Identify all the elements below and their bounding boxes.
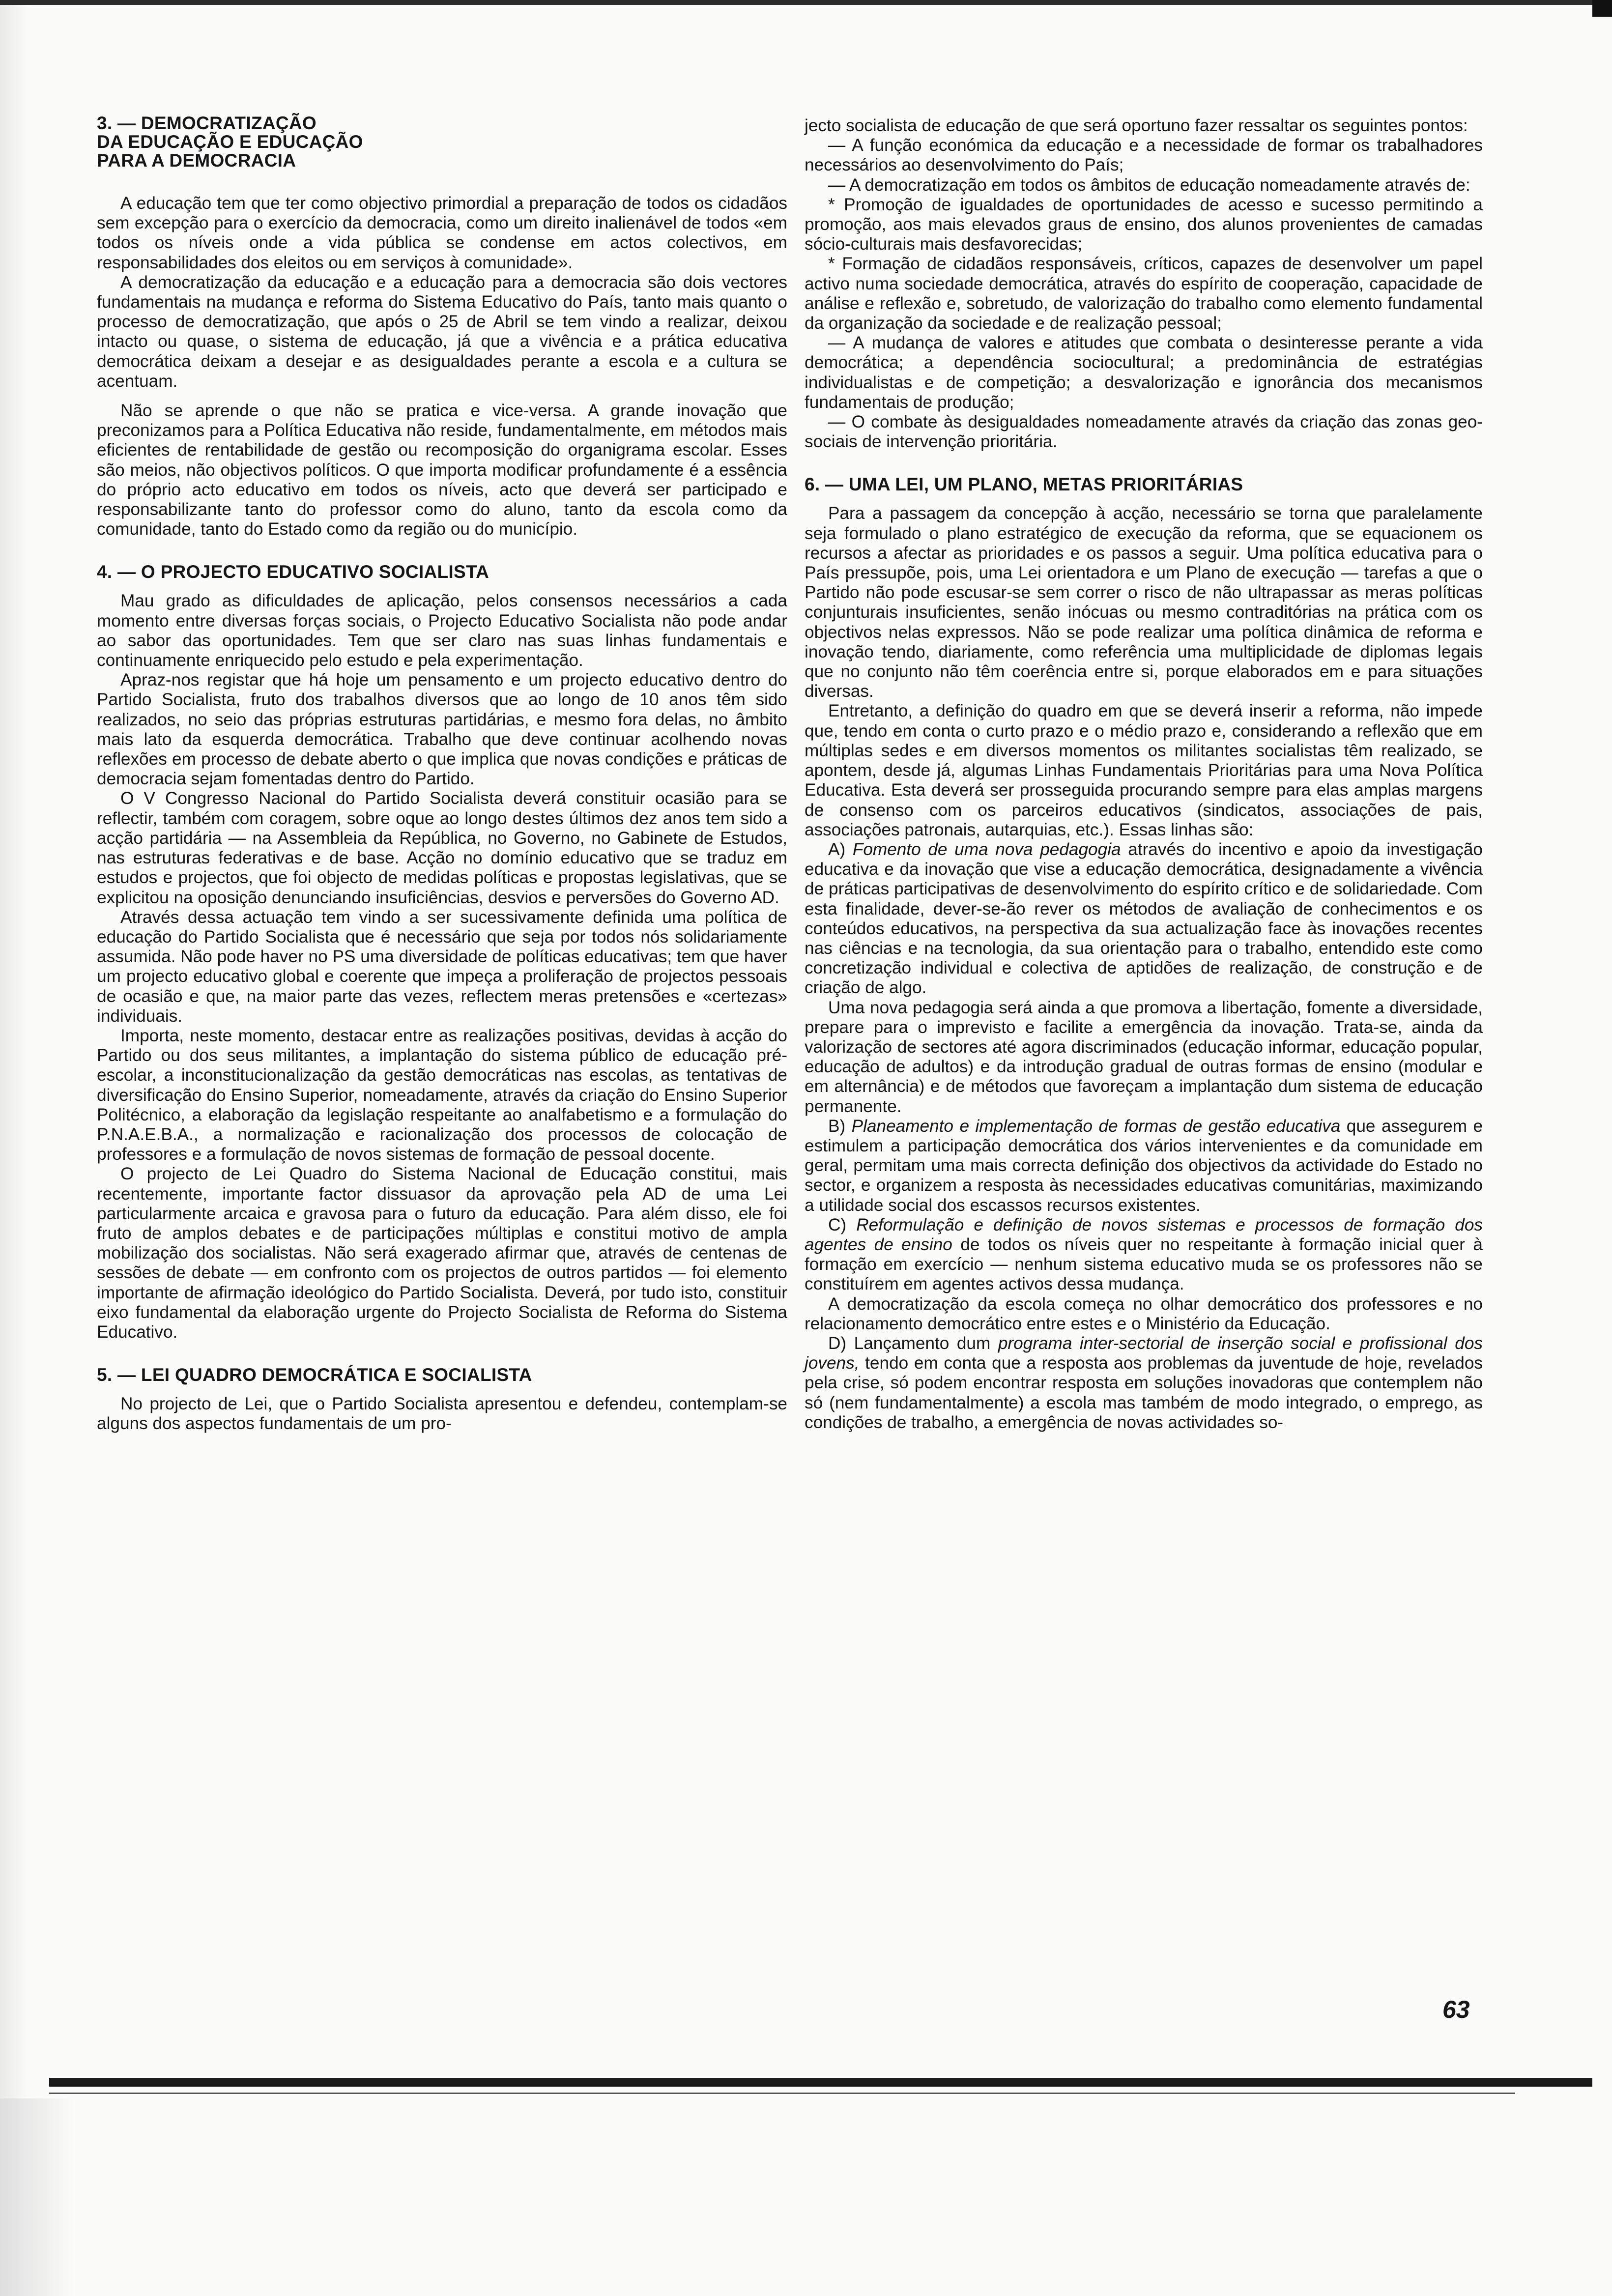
left-column	[97, 114, 787, 1434]
paragraph: O projecto de Lei Quadro do Sistema Nacional de Educação constitui, mais recentemente, importante factor dissuasor da aprovação pela AD de uma Lei particularmente arcaica e gravosa para o futuro da educação. Para além disso, ele foi fruto de amplos debates e de participações múltiplas e constitui motivo de ampla mobilização dos socialistas. Não será exagerado afirmar que, através de centenas de sessões de debate — em confronto com os projectos de outros partidos — foi elemento importante de afirmação ideológico do Partido Socialista. Deverá, por tudo isto, constituir eixo fundamental da elaboração urgente do Projecto Socialista de Reforma do Sistema Educativo.	[97, 1164, 787, 1342]
scan-top-edge	[0, 0, 1612, 5]
list-item: * Formação de cidadãos responsáveis, críticos, capazes de desenvolver um papel activo numa sociedade democrática, através do espírito de cooperação, capacidade de análise e reflexão e, sobretudo, de valorização do trabalho como elemento fundamental da organização da sociedade e de realização pessoal;	[805, 254, 1483, 333]
section-6-title: 6. — UMA LEI, UM PLANO, METAS PRIORITÁRIAS	[805, 474, 1243, 495]
line-item-d: D) Lançamento dum programa inter-sectorial de inserção social e profissional dos jovens, tendo em conta que a resposta aos problemas da juventude de hoje, revelados pela crise, só podem encontrar resposta em soluções inovadoras que contemplem não só (nem fundamentalmente) a escola mas também de modo integrado, o emprego, as condições de trabalho, a emergência de novas actividades so-	[805, 1333, 1483, 1432]
paragraph: jecto socialista de educação de que será oportuno fazer ressaltar os seguintes pontos:	[805, 116, 1468, 135]
list-item: — O combate às desigualdades nomeadamente através da criação das zonas geo-sociais de intervenção prioritária.	[805, 412, 1483, 452]
bottom-rule	[49, 2069, 1592, 2098]
paragraph: Não se aprende o que não se pratica e vice-versa. A grande inovação que preconizamos para a Política Educativa não reside, fundamentalmente, em métodos mais eficientes de rentabilidade de gestão ou recomposição do organigrama escolar. Esses são meios, não objectivos políticos. O que importa modificar profundamente é a essência do próprio acto educativo em todos os níveis, acto que deverá ser participado e responsabilizante tanto do professor como do aluno, tanto da escola como da comunidade, tanto do Estado como da região ou do município.	[97, 401, 787, 539]
scan-corner-mark	[1592, 0, 1612, 17]
list-item: — A mudança de valores e atitudes que combata o desinteresse perante a vida democrática; a dependência sociocultural; a predominância de estratégias individualistas e de competição; a desvalorização e ignorância dos mecanismos fundamentais de produção;	[805, 333, 1483, 412]
paragraph: Apraz-nos registar que há hoje um pensamento e um projecto educativo dentro do Partido Socialista, fruto dos trabalhos diversos que ao longo de 10 anos têm sido realizados, no seio das próprias estruturas partidárias, e mesmo fora delas, no âmbito mais lato da esquerda democrática. Trabalho que deve continuar acolhendo novas reflexões em processo de debate aberto o que implica que novas condições e práticas de democracia sejam fomentadas dentro do Partido.	[97, 670, 787, 789]
line-item-a: A) Fomento de uma nova pedagogia através do incentivo e apoio da investigação educativa e da inovação que vise a educação democrática, designadamente a vivência de práticas participativas de desenvolvimento do espírito crítico e de solidariedade. Com esta finalidade, dever-se-ão rever os métodos de avaliação de conhecimentos e os conteúdos educativos, na perspectiva da sua actualização face às inovações recentes nas ciências e na tecnologia, da sua orientação para o trabalho, entendido este como concretização individual e colectiva de aptidões de realização, de construção e de criação de algo.	[805, 839, 1483, 998]
paragraph: A democratização da educação e a educação para a democracia são dois vectores fundamentais na mudança e reforma do Sistema Educativo do País, tanto mais quanto o processo de democratização, que após o 25 de Abril se tem vindo a realizar, deixou intacto ou quase, o sistema de educação, já que a vivência e a prática educativa democrática deixam a desejar e as desigualdades perante a escola e a cultura se acentuam.	[97, 272, 787, 391]
section-3-title: 3. — DEMOCRATIZAÇÃO DA EDUCAÇÃO E EDUCAÇÃO PARA A DEMOCRACIA	[97, 113, 363, 171]
scan-bottom-shadow	[0, 2098, 74, 2296]
list-item: * Promoção de igualdades de oportunidades de acesso e sucesso permitindo a promoção, aos mais elevados graus de ensino, dos alunos provenientes de camadas sócio-culturais mais desfavorecidas;	[805, 195, 1483, 254]
paragraph: Através dessa actuação tem vindo a ser sucessivamente definida uma política de educação do Partido Socialista que é necessário que seja por todos nós solidariamente assumida. Não pode haver no PS uma diversidade de políticas educativas; tem que haver um projecto educativo global e coerente que impeça a proliferação de projectos pessoais de ocasião e que, na maior parte das vezes, reflectem meras pretensões e «certezas» individuais.	[97, 907, 787, 1026]
paragraph: A democratização da escola começa no olhar democrático dos professores e no relacionamento democrático entre estes e o Ministério da Educação.	[805, 1294, 1483, 1333]
list-item: — A função económica da educação e a necessidade de formar os trabalhadores necessários ao desenvolvimento do País;	[805, 136, 1483, 175]
paragraph: A educação tem que ter como objectivo primordial a preparação de todos os cidadãos sem excepção para o exercício da democracia, como um direito inalienável de todos «em todos os níveis onde a vida pública se condense em actos colectivos, em responsabilidades dos eleitos ou em serviços à comunidade».	[97, 194, 787, 272]
paragraph: Importa, neste momento, destacar entre as realizações positivas, devidas à acção do Partido ou dos seus militantes, a implantação do sistema público de educação pré-escolar, a inconstitucionalização da gestão democráticas nas escolas, as tentativas de diversificação do Ensino Superior, nomeadamente, através da criação do Ensino Superior Politécnico, a elaboração da legislação respeitante ao analfabetismo e a formulação do P.N.A.E.B.A., a normalização e racionalização dos processos de colocação de professores e a formulação de novos sistemas de formação de pessoal docente.	[97, 1026, 787, 1164]
paragraph: O V Congresso Nacional do Partido Socialista deverá constituir ocasião para se reflectir, também com coragem, sobre oque ao longo destes últimos dez anos tem sido a acção partidária — na Assembleia da República, no Governo, no Gabinete de Estudos, nas estruturas federativas e de base. Acção no domínio educativo que se traduz em estudos e projectos, que foi objecto de medidas políticas e propostas legislativas, que se explicitou na oposição denunciando insuficiências, desvios e perversões do Governo AD.	[97, 789, 787, 907]
right-column	[805, 116, 1483, 1433]
scan-edge-shadow	[0, 0, 29, 2296]
section-5-title: 5. — LEI QUADRO DEMOCRÁTICA E SOCIALISTA	[97, 1365, 532, 1385]
line-item-b: B) Planeamento e implementação de formas de gestão educativa que assegurem e estimulem a participação democrática dos vários intervenientes e da comunidade em geral, permitam uma mais correcta definição dos objectivos da actividade do Estado no sector, e organizem a resposta às necessidades educativas comunitárias, maximizando a utilidade social dos escassos recursos existentes.	[805, 1116, 1483, 1215]
paragraph: Uma nova pedagogia será ainda a que promova a libertação, fomente a diversidade, prepare para o imprevisto e facilite a emergência da inovação. Trata-se, ainda da valorização de sectores até agora discriminados (educação informar, educação popular, educação de adultos) e da introdução gradual de outras formas de ensino (modular e em alternância) e de métodos que favoreçam a implantação dum sistema de educação permanente.	[805, 998, 1483, 1116]
line-item-c: C) Reformulação e definição de novos sistemas e processos de formação dos agentes de ensino de todos os níveis quer no respeitante à formação inicial quer à formação em exercício — nenhum sistema educativo muda se os professores não se constituírem em agentes activos dessa mudança.	[805, 1215, 1483, 1294]
paragraph: Mau grado as dificuldades de aplicação, pelos consensos necessários a cada momento entre diversas forças sociais, o Projecto Educativo Socialista não pode andar ao sabor das oportunidades. Tem que ser claro nas suas linhas fundamentais e continuamente enriquecido pelo estudo e pela experimentação.	[97, 591, 787, 670]
paragraph: Entretanto, a definição do quadro em que se deverá inserir a reforma, não impede que, tendo em conta o curto prazo e o médio prazo e, considerando a reflexão que em múltiplas sedes e em diversos momentos os militantes socialistas têm realizado, se apontem, desde já, algumas Linhas Fundamentais Prioritárias para uma Nova Política Educativa. Esta deverá ser prosseguida procurando sempre para elas amplas margens de consenso com os parceiros educativos (sindicatos, associações de pais, associações patronais, autarquias, etc.). Essas linhas são:	[805, 701, 1483, 839]
list-item: — A democratização em todos os âmbitos de educação nomeadamente através de:	[828, 175, 1470, 195]
page-number: 63	[1442, 1996, 1470, 2023]
paragraph: Para a passagem da concepção à acção, necessário se torna que paralelamente seja formulado o plano estratégico de execução da reforma, que se equacionem os recursos a afectar as prioridades e os passos a seguir. Uma política educativa para o País pressupõe, pois, uma Lei orientadora e um Plano de execução — tarefas a que o Partido não pode escusar-se sem correr o risco de não ultrapassar as meras políticas conjunturais insuficientes, senão inócuas ou mesmo contraditórias na prática com os objectivos nelas expressos. Não se pode realizar uma política dinâmica de reforma e inovação tendo, diariamente, como referência uma multiplicidade de diplomas legais que no conjunto não têm coerência entre si, porque elaborados em e para situações diversas.	[805, 504, 1483, 701]
section-4-title: 4. — O PROJECTO EDUCATIVO SOCIALISTA	[97, 562, 489, 582]
paragraph: No projecto de Lei, que o Partido Socialista apresentou e defendeu, contemplam-se alguns dos aspectos fundamentais de um pro-	[97, 1394, 787, 1434]
